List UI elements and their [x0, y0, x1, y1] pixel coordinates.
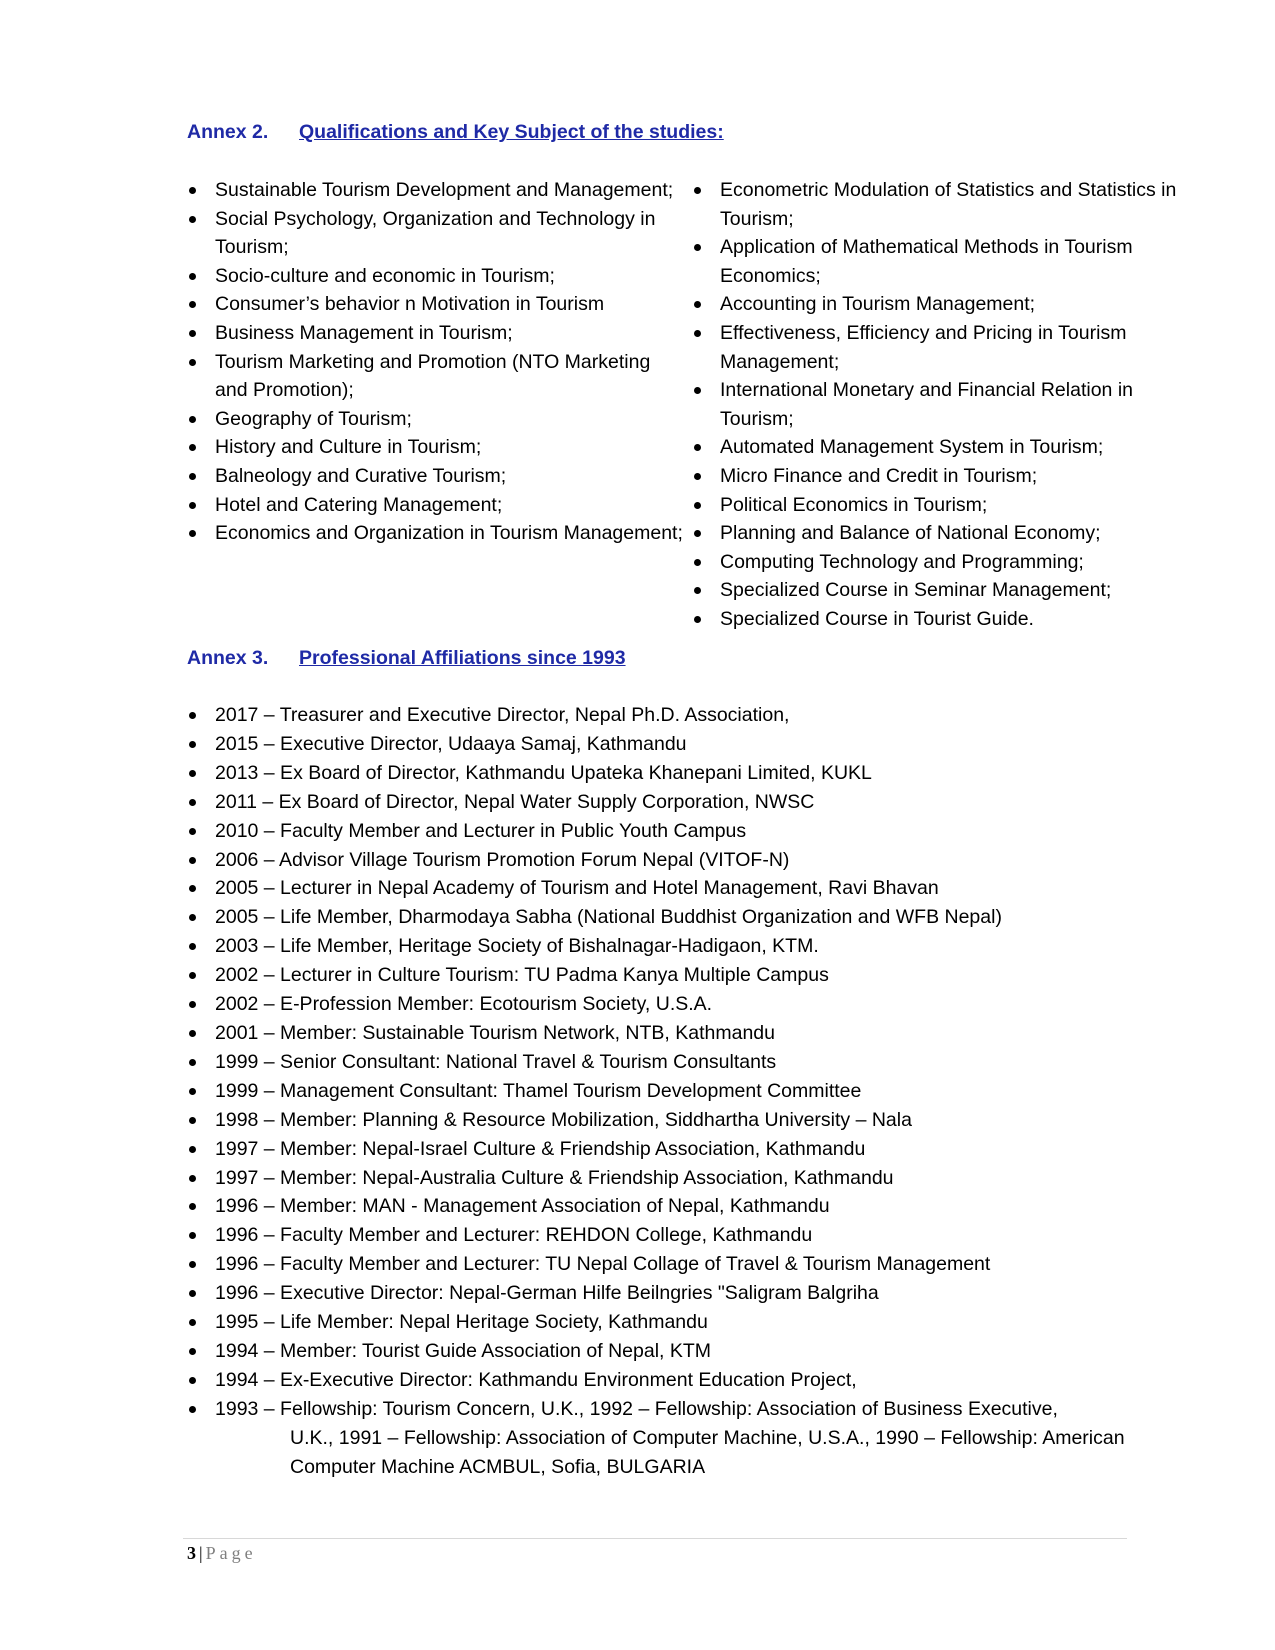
list-item: Econometric Modulation of Statistics and Statistics in Tourism; [692, 176, 1192, 233]
list-item: Application of Mathematical Methods in Tourism Economics; [692, 233, 1192, 290]
list-item: 1996 – Executive Director: Nepal-German Hilfe Beilngries "Saligram Balgriha [187, 1279, 1127, 1308]
list-item: 2010 – Faculty Member and Lecturer in Public Youth Campus [187, 817, 1127, 846]
list-item: 2005 – Life Member, Dharmodaya Sabha (National Buddhist Organization and WFB Nepal) [187, 903, 1127, 932]
annex3-heading [187, 647, 626, 670]
annex3-title: Professional Affiliations since 1993 [299, 647, 626, 669]
annex2-heading [187, 121, 724, 144]
list-item: Accounting in Tourism Management; [692, 290, 1192, 319]
list-item: 1998 – Member: Planning & Resource Mobilization, Siddhartha University – Nala [187, 1106, 1127, 1135]
affiliation-last-line1: 1993 – Fellowship: Tourism Concern, U.K., 1992 – Fellowship: Association of Business Executive, [215, 1397, 1058, 1420]
annex2-title: Qualifications and Key Subject of the studies: [299, 121, 724, 143]
list-item: Automated Management System in Tourism; [692, 433, 1192, 462]
list-item: Sustainable Tourism Development and Management; [187, 176, 687, 205]
list-item: 1996 – Member: MAN - Management Association of Nepal, Kathmandu [187, 1192, 1127, 1221]
list-item: Socio-culture and economic in Tourism; [187, 262, 687, 291]
list-item: Computing Technology and Programming; [692, 548, 1192, 577]
list-item: Specialized Course in Seminar Management; [692, 576, 1192, 605]
list-item: International Monetary and Financial Relation in Tourism; [692, 376, 1192, 433]
list-item: 1999 – Management Consultant: Thamel Tourism Development Committee [187, 1077, 1127, 1106]
affiliations-list [187, 701, 1127, 1481]
list-item: Hotel and Catering Management; [187, 491, 687, 520]
list-item: Tourism Marketing and Promotion (NTO Marketing and Promotion); [187, 348, 687, 405]
list-item: 2011 – Ex Board of Director, Nepal Water Supply Corporation, NWSC [187, 788, 1127, 817]
list-item: Social Psychology, Organization and Technology in Tourism; [187, 205, 687, 262]
list-item: Consumer’s behavior n Motivation in Tourism [187, 290, 687, 319]
list-item: History and Culture in Tourism; [187, 433, 687, 462]
list-item: 1995 – Life Member: Nepal Heritage Society, Kathmandu [187, 1308, 1127, 1337]
list-item: 2006 – Advisor Village Tourism Promotion Forum Nepal (VITOF-N) [187, 846, 1127, 875]
list-item: 1996 – Faculty Member and Lecturer: TU Nepal Collage of Travel & Tourism Management [187, 1250, 1127, 1279]
annex3-number: Annex 3. [187, 647, 269, 669]
footer-divider [183, 1538, 1127, 1539]
list-item [187, 1395, 1127, 1482]
list-item: Balneology and Curative Tourism; [187, 462, 687, 491]
page-number: 3 [187, 1543, 196, 1563]
list-item: Business Management in Tourism; [187, 319, 687, 348]
list-item: Micro Finance and Credit in Tourism; [692, 462, 1192, 491]
list-item: 2001 – Member: Sustainable Tourism Network, NTB, Kathmandu [187, 1019, 1127, 1048]
list-item: 1994 – Member: Tourist Guide Association of Nepal, KTM [187, 1337, 1127, 1366]
list-item: 1999 – Senior Consultant: National Travel & Tourism Consultants [187, 1048, 1127, 1077]
qualifications-list-left [187, 176, 687, 548]
list-item: Effectiveness, Efficiency and Pricing in Tourism Management; [692, 319, 1192, 376]
affiliation-last-continuation: U.K., 1991 – Fellowship: Association of Computer Machine, U.S.A., 1990 – Fellowship: American Computer Machine ACMBUL, Sofia, BULGARIA [290, 1426, 1125, 1478]
list-item: 1997 – Member: Nepal-Israel Culture & Friendship Association, Kathmandu [187, 1135, 1127, 1164]
list-item: 1997 – Member: Nepal-Australia Culture & Friendship Association, Kathmandu [187, 1164, 1127, 1193]
list-item: Specialized Course in Tourist Guide. [692, 605, 1192, 634]
list-item: 2002 – Lecturer in Culture Tourism: TU Padma Kanya Multiple Campus [187, 961, 1127, 990]
list-item: Economics and Organization in Tourism Management; [187, 519, 687, 548]
list-item: 2002 – E-Profession Member: Ecotourism Society, U.S.A. [187, 990, 1127, 1019]
list-item: 2013 – Ex Board of Director, Kathmandu Upateka Khanepani Limited, KUKL [187, 759, 1127, 788]
list-item: 2017 – Treasurer and Executive Director, Nepal Ph.D. Association, [187, 701, 1127, 730]
qualifications-list-right [692, 176, 1192, 634]
list-item: Geography of Tourism; [187, 405, 687, 434]
list-item: 1996 – Faculty Member and Lecturer: REHDON College, Kathmandu [187, 1221, 1127, 1250]
annex2-number: Annex 2. [187, 121, 269, 143]
list-item: 2015 – Executive Director, Udaaya Samaj, Kathmandu [187, 730, 1127, 759]
list-item: 1994 – Ex-Executive Director: Kathmandu Environment Education Project, [187, 1366, 1127, 1395]
list-item: Planning and Balance of National Economy; [692, 519, 1192, 548]
list-item: 2005 – Lecturer in Nepal Academy of Tourism and Hotel Management, Ravi Bhavan [187, 874, 1127, 903]
page-label: Page [205, 1543, 257, 1563]
list-item: 2003 – Life Member, Heritage Society of Bishalnagar-Hadigaon, KTM. [187, 932, 1127, 961]
list-item: Political Economics in Tourism; [692, 491, 1192, 520]
footer-separator: | [199, 1543, 203, 1563]
page-footer [187, 1543, 257, 1564]
